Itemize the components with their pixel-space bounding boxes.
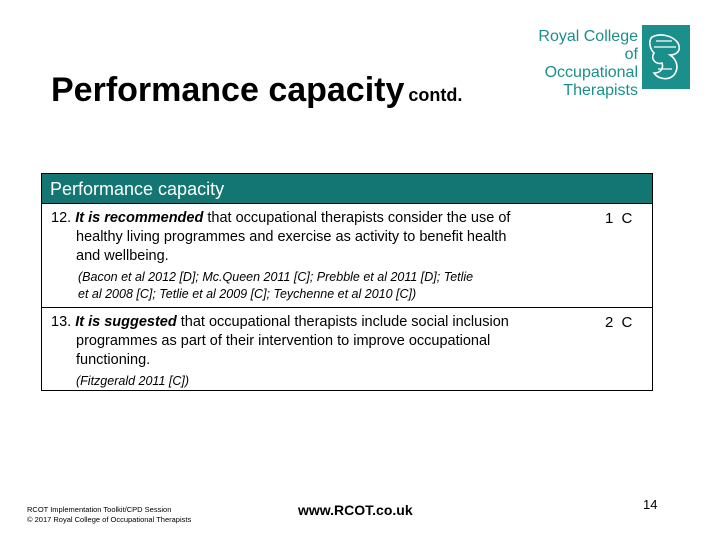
row-divider [42,307,652,308]
recommendation-lead: It is recommended [75,210,204,226]
slide-title-main: Performance capacity [51,71,405,109]
recommendation-references [51,269,561,303]
recommendation-body-line: and wellbeing. [76,248,169,264]
footer-credits [27,505,191,525]
recommendation-body: that occupational therapists consider the use of [207,210,511,226]
rcot-logo-text [522,28,638,100]
recommendation-row [51,313,561,390]
footer-line: © 2017 Royal College of Occupational Therapists [27,515,192,524]
recommendations-table [41,173,653,391]
recommendation-body-line: functioning. [76,352,151,368]
rcot-logo-icon [642,25,690,89]
recommendation-row [51,209,561,303]
recommendation-number: 12. [51,210,72,226]
recommendation-grade: 2 C [605,314,635,331]
reference-line: (Fitzgerald 2011 [C]) [76,374,190,388]
logo-line: Royal College of [538,28,638,63]
footer-url-link[interactable]: www.RCOT.co.uk [298,502,413,518]
reference-line: (Bacon et al 2012 [D]; Mc.Queen 2011 [C]; Prebble et al 2011 [D]; Tetlie [78,270,474,284]
recommendation-text [51,313,561,332]
page-number: 14 [643,497,658,512]
logo-line: Therapists [563,82,638,99]
footer-line: RCOT Implementation Toolkit/CPD Session [27,505,172,514]
recommendation-grade: 1 C [605,210,635,227]
recommendation-body-line: programmes as part of their intervention to improve occupational [76,333,491,349]
recommendation-text [51,209,561,228]
slide-title-suffix: contd. [408,85,463,105]
table-header-label: Performance capacity [50,179,225,199]
recommendation-body-line: healthy living programmes and exercise as activity to benefit health [76,229,507,245]
table-header [42,174,652,204]
recommendation-body: that occupational therapists include social inclusion [180,314,509,330]
recommendation-references [51,373,561,390]
recommendation-lead: It is suggested [75,314,177,330]
recommendation-number: 13. [51,314,72,330]
reference-line: et al 2008 [C]; Tetlie et al 2009 [C]; Teychenne et al 2010 [C]) [78,287,417,301]
logo-line: Occupational [544,64,638,81]
slide-title [51,71,462,110]
